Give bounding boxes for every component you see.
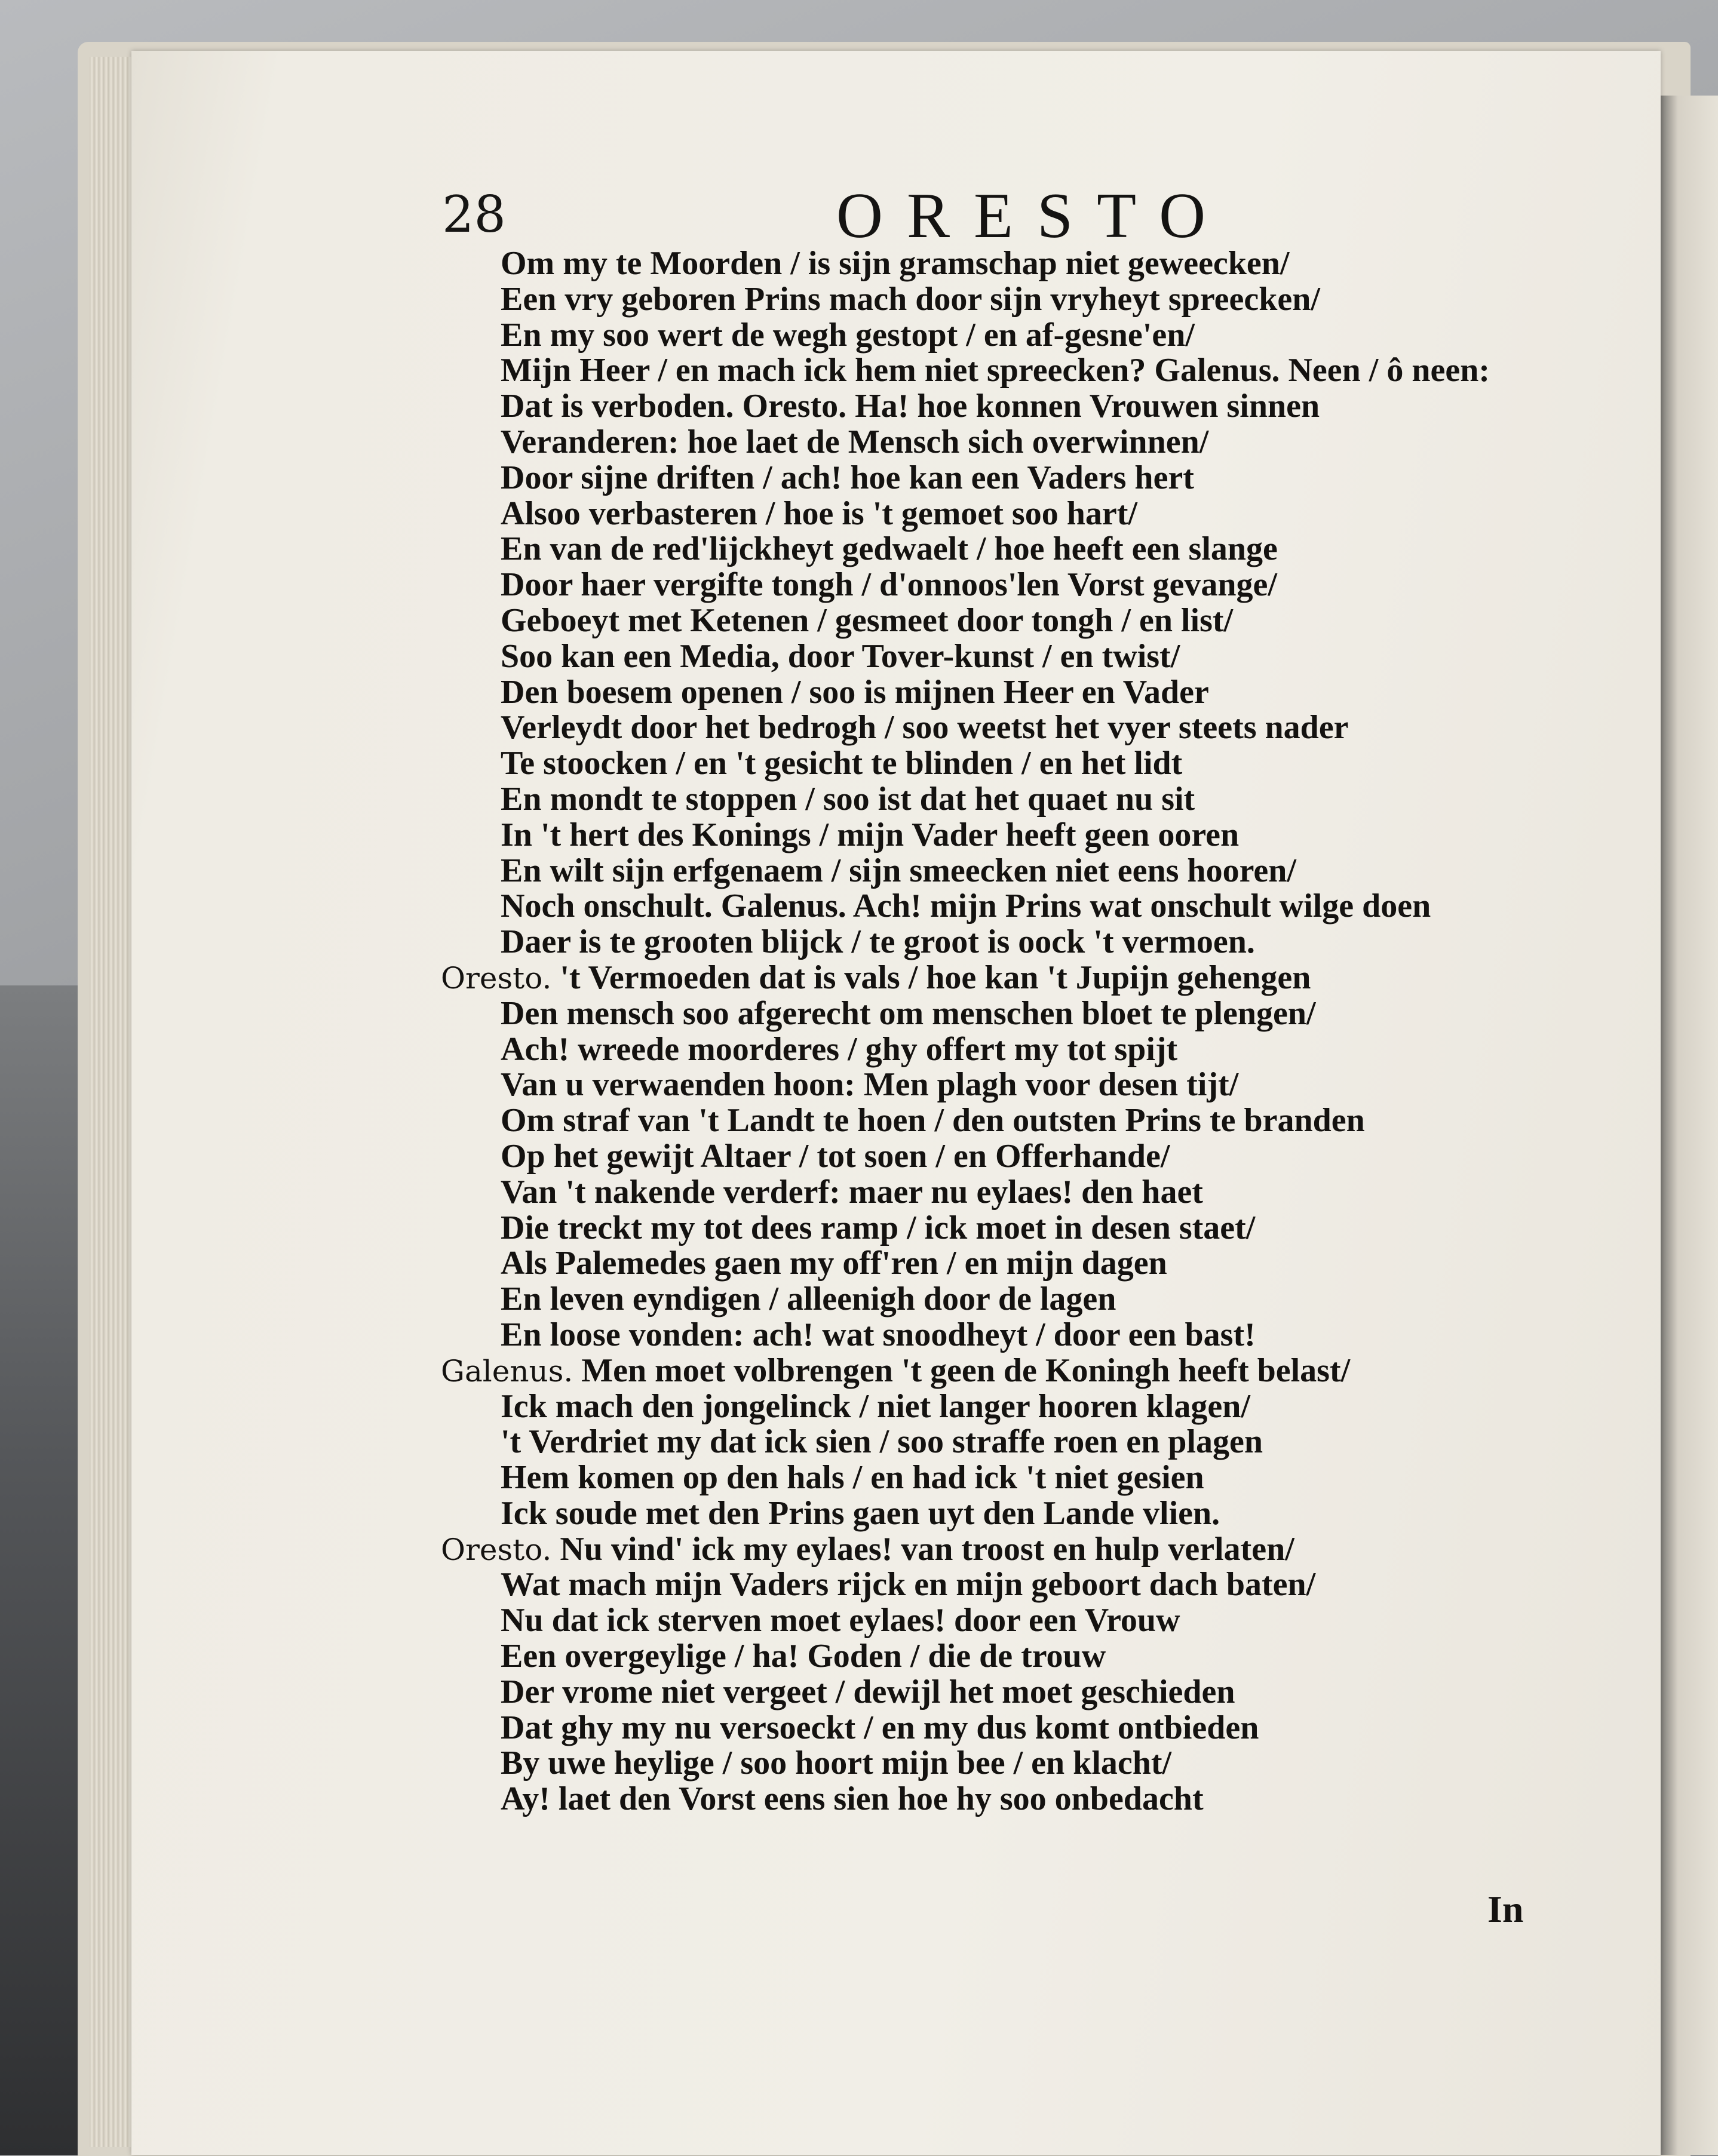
line-text: Als Palemedes gaen my off'ren / en mijn dagen — [501, 1245, 1167, 1282]
verse-line — [441, 996, 1588, 1032]
line-text: Nu vind' ick my eylaes! van troost en hulp verlaten/ — [560, 1530, 1294, 1568]
line-text: Van 't nakende verderf: maer nu eylaes! den haet — [501, 1173, 1203, 1211]
verse-line — [441, 782, 1588, 818]
verse-line — [441, 1496, 1588, 1532]
verse-line — [441, 1567, 1588, 1603]
line-text: Die treckt my tot dees ramp / ick moet in desen staet/ — [501, 1209, 1256, 1246]
verse-line — [441, 1175, 1588, 1211]
line-text: Veranderen: hoe laet de Mensch sich overwinnen/ — [501, 423, 1209, 460]
line-text: Den mensch soo afgerecht om menschen bloet te plengen/ — [501, 994, 1316, 1032]
verse-line — [441, 746, 1588, 782]
verse-line — [441, 1317, 1588, 1353]
verse-line — [441, 1532, 1588, 1568]
line-text: Ach! wreede moorderes / ghy offert my tot spijt — [501, 1030, 1178, 1068]
line-text: En wilt sijn erfgenaem / sijn smeecken niet eens hooren/ — [501, 852, 1296, 889]
verse-line — [441, 960, 1588, 996]
line-text: En my soo wert de wegh gestopt / en af-gesne'en/ — [501, 316, 1195, 354]
verse-line — [441, 1460, 1588, 1496]
verse-line — [441, 389, 1588, 425]
verse-line — [441, 1424, 1588, 1460]
line-text: In 't hert des Konings / mijn Vader heeft geen ooren — [501, 816, 1240, 853]
facing-page-edge — [1661, 96, 1718, 2155]
page-number: 28 — [442, 185, 506, 244]
line-text: Ay! laet den Vorst eens sien hoe hy soo onbedacht — [501, 1780, 1204, 1818]
line-text: Der vrome niet vergeet / dewijl het moet geschieden — [501, 1673, 1235, 1710]
verse-line — [441, 1353, 1588, 1389]
line-text: En leven eyndigen / alleenigh door de lagen — [501, 1280, 1116, 1318]
line-text: Den boesem openen / soo is mijnen Heer en Vader — [501, 673, 1209, 711]
line-text: Door haer vergifte tongh / d'onnoos'len Vorst gevange/ — [501, 566, 1277, 604]
line-text: Van u verwaenden hoon: Men plagh voor desen tijt/ — [501, 1066, 1239, 1104]
verse-line — [441, 710, 1588, 746]
verse-line — [441, 1710, 1588, 1746]
line-text: Geboeyt met Ketenen / gesmeet door tongh / en list/ — [501, 601, 1234, 639]
verse-line — [441, 496, 1588, 532]
verse-line — [441, 1603, 1588, 1639]
line-text: Een vry geboren Prins mach door sijn vryheyt spreecken/ — [501, 280, 1320, 318]
line-text: 't Verdriet my dat ick sien / soo straffe roen en plagen — [501, 1423, 1263, 1461]
catchword: In — [1487, 1888, 1524, 1930]
verse-line — [441, 889, 1588, 925]
verse-line — [441, 853, 1588, 889]
verse-line — [441, 1032, 1588, 1068]
line-text: Alsoo verbasteren / hoe is 't gemoet soo hart/ — [501, 495, 1137, 532]
line-text: Door sijne driften / ach! hoe kan een Vaders hert — [501, 459, 1194, 496]
verse-text-block — [441, 246, 1588, 1817]
verse-line — [441, 1246, 1588, 1282]
line-text: Hem komen op den hals / en had ick 't niet gesien — [501, 1459, 1204, 1497]
verse-line — [441, 532, 1588, 567]
line-text: Op het gewijt Altaer / tot soen / en Offerhande/ — [501, 1137, 1170, 1175]
line-text: Dat is verboden. Oresto. Ha! hoe konnen Vrouwen sinnen — [501, 388, 1320, 425]
verse-line — [441, 1067, 1588, 1103]
verse-line — [441, 1103, 1588, 1139]
line-text: Nu dat ick sterven moet eylaes! door een Vrouw — [501, 1602, 1180, 1639]
line-text: Wat mach mijn Vaders rijck en mijn geboort dach baten/ — [501, 1566, 1316, 1604]
verse-line — [441, 603, 1588, 639]
speaker-name: Oresto. — [441, 1532, 552, 1567]
line-text: Verleydt door het bedrogh / soo weetst het vyer steets nader — [501, 709, 1349, 747]
verse-line — [441, 1139, 1588, 1175]
verse-line — [441, 425, 1588, 460]
line-text: Daer is te grooten blijck / te groot is oock 't vermoen. — [501, 923, 1255, 961]
line-text: Men moet volbrengen 't geen de Koningh heeft belast/ — [581, 1352, 1351, 1389]
verse-line — [441, 567, 1588, 603]
line-text: En loose vonden: ach! wat snoodheyt / door een bast! — [501, 1316, 1256, 1353]
line-text: Ick soude met den Prins gaen uyt den Lande vlien. — [501, 1494, 1220, 1532]
line-text: En mondt te stoppen / soo ist dat het quaet nu sit — [501, 780, 1195, 818]
speaker-name: Galenus. — [441, 1353, 573, 1389]
verse-line — [441, 639, 1588, 675]
line-text: Een overgeylige / ha! Goden / die de trouw — [501, 1638, 1106, 1675]
verse-line — [441, 353, 1588, 389]
verse-line — [441, 1282, 1588, 1317]
verse-line — [441, 318, 1588, 354]
line-text: Te stoocken / en 't gesicht te blinden / en het lidt — [501, 745, 1183, 782]
running-title: ORESTO — [836, 180, 1230, 251]
speaker-name: Oresto. — [441, 960, 552, 996]
verse-line — [441, 246, 1588, 282]
verse-line — [441, 1746, 1588, 1782]
line-text: Mijn Heer / en mach ick hem niet spreecken? Galenus. Neen / ô neen: — [501, 352, 1490, 389]
verse-line — [441, 1675, 1588, 1710]
verse-line — [441, 1211, 1588, 1246]
line-text: 't Vermoeden dat is vals / hoe kan 't Jupijn gehengen — [560, 959, 1311, 996]
line-text: By uwe heylige / soo hoort mijn bee / en klacht/ — [501, 1745, 1172, 1782]
line-text: Dat ghy my nu versoeckt / en my dus komt ontbieden — [501, 1709, 1259, 1746]
verse-line — [441, 282, 1588, 318]
line-text: Om my te Moorden / is sijn gramschap niet geweecken/ — [501, 245, 1290, 282]
line-text: Ick mach den jongelinck / niet langer hooren klagen/ — [501, 1387, 1250, 1425]
line-text: Soo kan een Media, door Tover-kunst / en twist/ — [501, 637, 1180, 675]
verse-line — [441, 925, 1588, 960]
verse-line — [441, 1389, 1588, 1425]
verse-line — [441, 675, 1588, 711]
verse-line — [441, 460, 1588, 496]
verse-line — [441, 1639, 1588, 1675]
line-text: Om straf van 't Landt te hoen / den outsten Prins te branden — [501, 1102, 1365, 1140]
verse-line — [441, 818, 1588, 853]
line-text: Noch onschult. Galenus. Ach! mijn Prins wat onschult wilge doen — [501, 887, 1431, 925]
line-text: En van de red'lijckheyt gedwaelt / hoe heeft een slange — [501, 530, 1278, 568]
verse-line — [441, 1782, 1588, 1817]
